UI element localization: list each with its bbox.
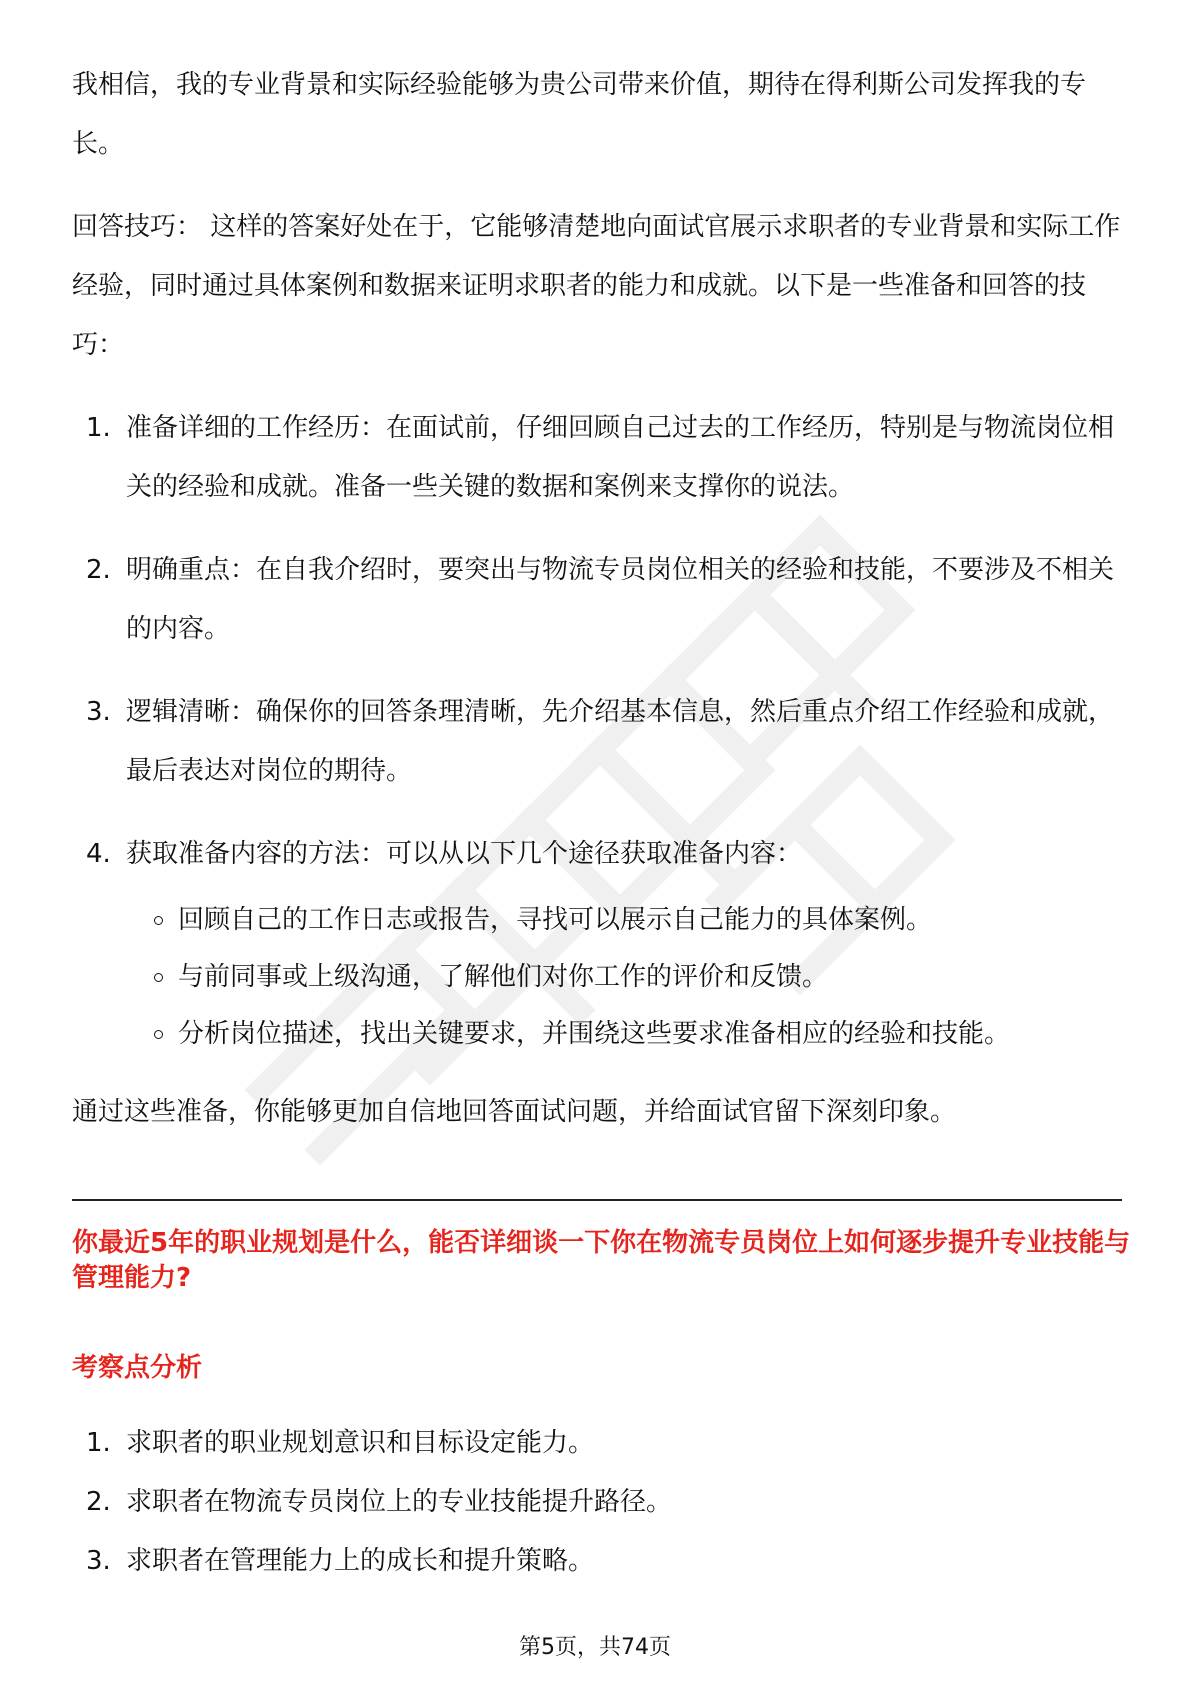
list-item-text: 准备详细的工作经历：在面试前，仔细回顾自己过去的工作经历，特别是与物流岗位相关的经验和成就。准备一些关键的数据和案例来支撑你的说法。 [126, 413, 1115, 502]
list-item-text: 求职者的职业规划意识和目标设定能力。 [126, 1428, 595, 1458]
section-divider [72, 1199, 1122, 1201]
list-item-text: 明确重点：在自我介绍时，要突出与物流专员岗位相关的经验和技能，不要涉及不相关的内容。 [126, 555, 1115, 644]
list-number: 1. [86, 1428, 111, 1458]
list-number: 4. [86, 839, 111, 869]
list-item [72, 1414, 1122, 1473]
list-item-text: 求职者在物流专员岗位上的专业技能提升路径。 [126, 1487, 673, 1517]
list-item [72, 399, 1122, 517]
hollow-bullet-icon [154, 916, 163, 925]
sub-list [72, 892, 1122, 1063]
sub-list-wrapper [72, 892, 1122, 1063]
tips-list [72, 399, 1122, 884]
hollow-bullet-icon [154, 1030, 163, 1039]
list-item [72, 1473, 1122, 1532]
list-item [72, 683, 1122, 801]
list-item-text: 获取准备内容的方法：可以从以下几个途径获取准备内容： [126, 839, 803, 869]
list-item-text: 逻辑清晰：确保你的回答条理清晰，先介绍基本信息，然后重点介绍工作经验和成就，最后表达对岗位的期待。 [126, 697, 1115, 786]
page-footer: 第5页，共74页 [519, 1635, 671, 1660]
sub-list-item-text: 分析岗位描述，找出关键要求，并围绕这些要求准备相应的经验和技能。 [178, 1019, 1011, 1049]
sub-list-item-text: 与前同事或上级沟通，了解他们对你工作的评价和反馈。 [178, 962, 829, 992]
main-content [72, 56, 1122, 1166]
question-heading: 你最近5年的职业规划是什么，能否详细谈一下你在物流专员岗位上如何逐步提升专业技能与管理能力? [72, 1228, 1131, 1293]
list-number: 2. [86, 1487, 111, 1517]
hollow-bullet-icon [154, 973, 163, 982]
list-item-text: 求职者在管理能力上的成长和提升策略。 [126, 1546, 595, 1576]
list-number: 2. [86, 555, 111, 585]
sub-list-item [72, 949, 1122, 1006]
closing-paragraph: 通过这些准备，你能够更加自信地回答面试问题，并给面试官留下深刻印象。 [72, 1097, 957, 1127]
list-number: 1. [86, 413, 111, 443]
list-number: 3. [86, 1546, 111, 1576]
analysis-heading: 考察点分析 [72, 1353, 203, 1383]
list-item [72, 825, 1122, 884]
list-number: 3. [86, 697, 111, 727]
intro-paragraph: 我相信，我的专业背景和实际经验能够为贵公司带来价值，期待在得利斯公司发挥我的专长。 [72, 70, 1087, 159]
list-item [72, 541, 1122, 659]
list-item [72, 1532, 1122, 1591]
sub-list-item [72, 1006, 1122, 1063]
sub-list-item [72, 892, 1122, 949]
sub-list-item-text: 回顾自己的工作日志或报告，寻找可以展示自己能力的具体案例。 [178, 905, 933, 935]
analysis-list [72, 1414, 1122, 1591]
tips-paragraph: 回答技巧： 这样的答案好处在于，它能够清楚地向面试官展示求职者的专业背景和实际工作经验，同时通过具体案例和数据来证明求职者的能力和成就。以下是一些准备和回答的技巧： [72, 212, 1121, 360]
